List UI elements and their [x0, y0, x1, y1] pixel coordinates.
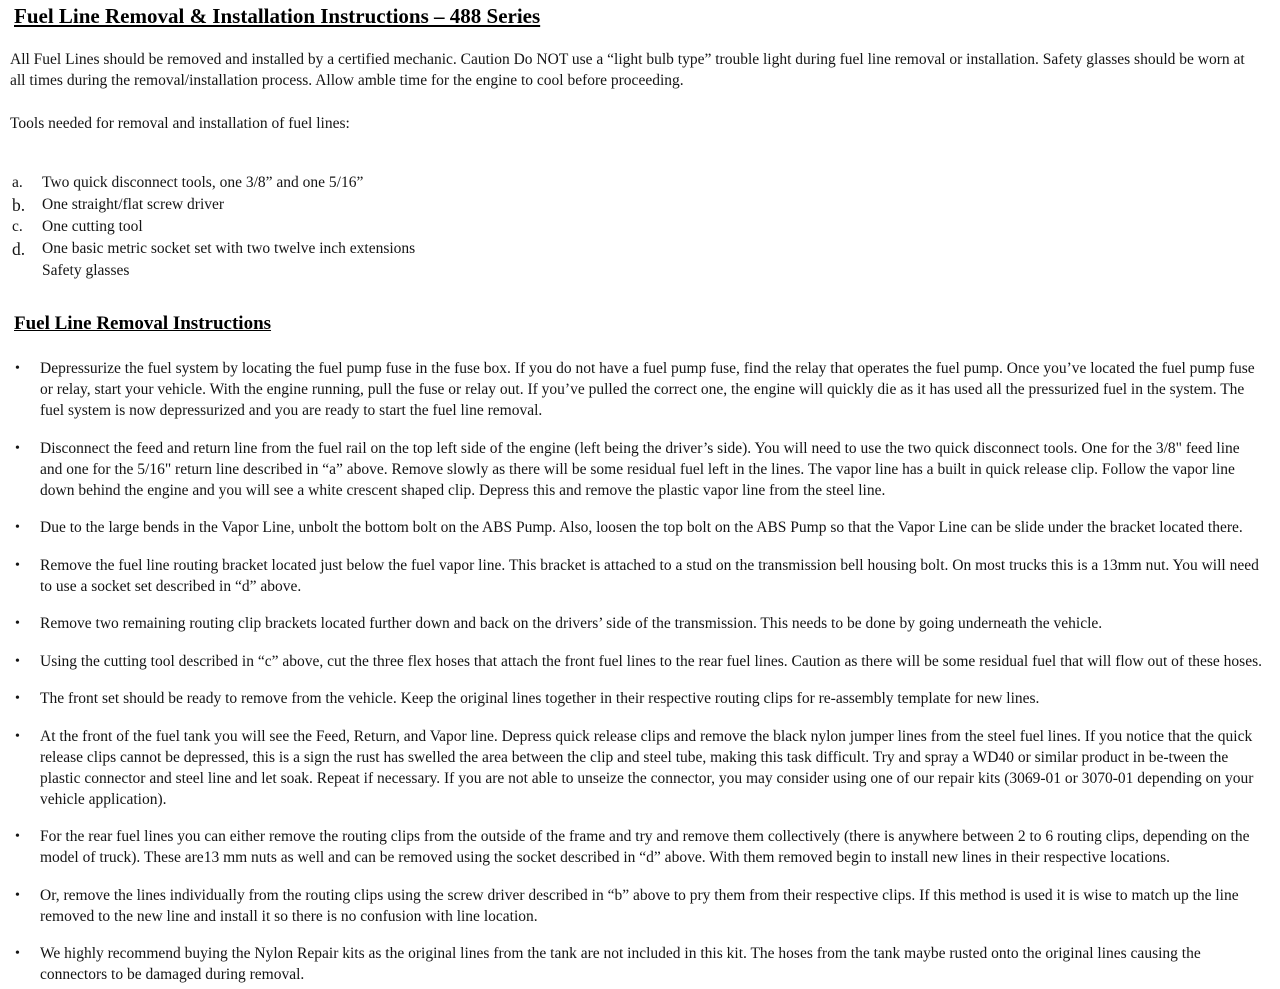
list-item-text: Due to the large bends in the Vapor Line, unbolt the bottom bolt on the ABS Pump. Also, loosen the top bolt on the ABS Pump so that the Vapor Line can be slide under the bracket located there.	[40, 519, 1243, 536]
list-item-text: Safety glasses	[42, 262, 130, 279]
tools-list-heading: Tools needed for removal and installation of fuel lines:	[10, 115, 350, 132]
tools-list	[10, 172, 1265, 282]
list-item-text: Remove two remaining routing clip brackets located further down and back on the drivers’ side of the transmission. This needs to be done by going underneath the vehicle.	[40, 615, 1103, 632]
bullet-icon: •	[15, 829, 20, 844]
bullet-icon: •	[15, 887, 20, 903]
list-item-text: One basic metric socket set with two twelve inch extensions	[42, 240, 416, 257]
page-title: Fuel Line Removal & Installation Instructions – 488 Series	[14, 4, 541, 28]
bullet-icon: •	[15, 946, 20, 961]
list-item-text: One cutting tool	[42, 218, 143, 235]
list-item	[10, 613, 1265, 634]
list-item	[10, 885, 1265, 927]
list-item	[10, 238, 1265, 260]
list-item	[10, 172, 1265, 194]
bullet-icon: •	[15, 440, 20, 456]
list-item-text: One straight/flat screw driver	[42, 196, 225, 213]
bullet-icon: •	[15, 616, 20, 631]
bullet-icon: •	[15, 728, 20, 744]
intro-paragraph: All Fuel Lines should be removed and installed by a certified mechanic. Caution Do NOT use a “light bulb type” trouble light during fuel line removal or installation. Safety glasses should be worn at all times during the removal/installation process. Allow amble time for the engine to cool before proceeding.	[10, 51, 1245, 89]
list-item-marker: a.	[12, 174, 23, 191]
list-item-text: Depressurize the fuel system by locating the fuel pump fuse in the fuse box. If you do not have a fuel pump fuse, find the relay that operates the fuel pump. Once you’ve located the fuel pump fuse or relay, start your vehicle. With the engine running, pull the fuse or relay out. If you’ve pulled the correct one, the engine will quickly die as it has used all the pressurized fuel in the system. The fuel system is now depressurized and you are ready to start the fuel line removal.	[40, 360, 1255, 419]
list-item	[10, 438, 1265, 501]
list-item-marker: d.	[12, 239, 26, 259]
list-item	[10, 651, 1265, 672]
bullet-icon: •	[15, 653, 20, 669]
list-item	[10, 726, 1265, 810]
list-item	[10, 216, 1265, 238]
list-item-marker: b.	[12, 195, 26, 215]
list-item-text: At the front of the fuel tank you will see the Feed, Return, and Vapor line. Depress quick release clips and remove the black nylon jumper lines from the steel fuel lines. If you notice that the quick release clips cannot be depressed, this is a sign the rust has swelled the area between the clip and steel tube, making this task difficult. Try and spray a WD40 or similar product in be-tween the plastic connector and steel line and let soak. Repeat if necessary. If you are not able to unseize the connector, you may consider using one of our repair kits (3069-01 or 3070-01 depending on your vehicle application).	[40, 727, 1254, 808]
list-item	[10, 194, 1265, 216]
list-item	[10, 358, 1265, 421]
list-item-text: Disconnect the feed and return line from the fuel rail on the top left side of the engine (left being the driver’s side). You will need to use the two quick disconnect tools. One for the 3/8" feed line and one for the 5/16" return line described in “a” above. Remove slowly as there will be some residual fuel left in the lines. The vapor line has a built in quick release clip. Follow the vapor line down behind the engine and you will see a white crescent shaped clip. Depress this and remove the plastic vapor line from the steel line.	[40, 439, 1240, 499]
instructions-list	[10, 358, 1265, 985]
list-item-text: Or, remove the lines individually from the routing clips using the screw driver described in “b” above to pry them from their respective clips. If this method is used it is wise to match up the line removed to the new line and install it so there is no confusion with line location.	[40, 886, 1239, 925]
list-item	[10, 826, 1265, 868]
list-item	[10, 943, 1265, 985]
list-item-text: The front set should be ready to remove from the vehicle. Keep the original lines together in their respective routing clips for re-assembly template for new lines.	[40, 690, 1040, 707]
bullet-icon: •	[15, 557, 20, 573]
list-item-marker: c.	[12, 218, 23, 235]
list-item-text: Using the cutting tool described in “c” above, cut the three flex hoses that attach the front fuel lines to the rear fuel lines. Caution as there will be some residual fuel that will flow out of these hoses.	[40, 652, 1262, 670]
list-item-text: We highly recommend buying the Nylon Repair kits as the original lines from the tank are not included in this kit. The hoses from the tank maybe rusted onto the original lines causing the connectors to be damaged during removal.	[40, 945, 1201, 983]
list-item	[10, 260, 1265, 282]
bullet-icon: •	[15, 520, 20, 535]
list-item	[10, 517, 1265, 538]
list-item-text: For the rear fuel lines you can either remove the routing clips from the outside of the frame and try and remove them collectively (there is anywhere between 2 to 6 routing clips, depending on the model of truck). These are13 mm nuts as well and can be removed using the socket described in “d” above. With them removed begin to install new lines in their respective locations.	[40, 828, 1250, 866]
bullet-icon: •	[15, 361, 20, 376]
section-heading: Fuel Line Removal Instructions	[14, 313, 272, 334]
list-item	[10, 688, 1265, 709]
list-item-text: Two quick disconnect tools, one 3/8” and one 5/16”	[42, 174, 364, 191]
list-item	[10, 555, 1265, 597]
bullet-icon: •	[15, 691, 20, 706]
list-item-text: Remove the fuel line routing bracket located just below the fuel vapor line. This bracket is attached to a stud on the transmission bell housing bolt. On most trucks this is a 13mm nut. You will need to use a socket set described in “d” above.	[40, 556, 1259, 595]
list-item-marker	[10, 260, 42, 282]
